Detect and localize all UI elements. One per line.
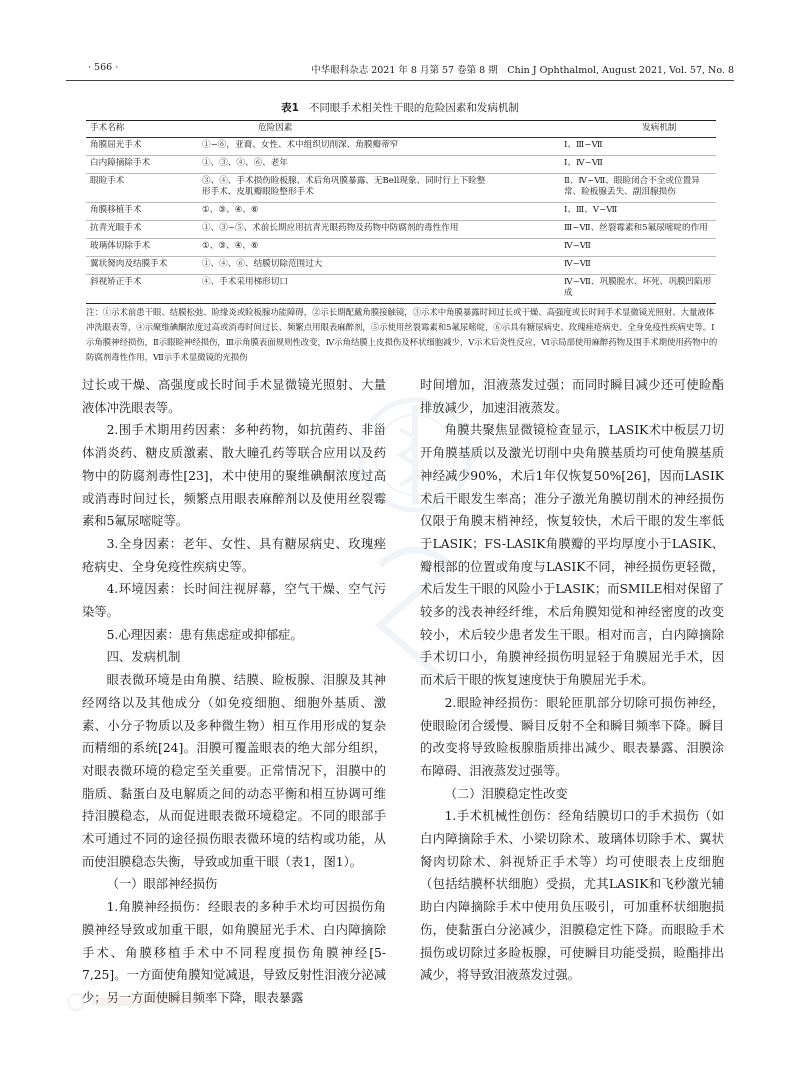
col-header-risk: 危险因素 [198,121,492,138]
table-note: 注：①示术前患干眼、结膜松弛、睑缘炎或睑板腺功能障碍，②示长期配戴角膜接触镜，③示术中角膜暴露时间过长或干燥、高强度或长时间手术显微镜光照射、大量液体冲洗眼表等，④示聚维碘酮浓度过高或消毒时间过长、频繁点用眼表麻醉剂，⑤示使用丝裂霉素和5氟尿嘧啶，⑥示具有糖尿病史、玫瑰痤疮病史、全身免疫性疾病史等。Ⅰ示角膜神经损伤，Ⅱ示眼睑神经损伤，Ⅲ示角膜表面规则性改变，Ⅳ示角结膜上皮损伤及杯状细胞减少，Ⅴ示术后炎性反应，Ⅵ示局部使用麻醉药物及围手术期使用药物中的防腐剂毒性作用，Ⅶ示手术显微镜的光损伤 [86,307,718,362]
body-paragraph: 时间增加，泪液蒸发过强；而同时瞬目减少还可使睑酯排放减少，加速泪液蒸发。 [420,378,724,415]
risk-table [86,120,716,304]
cell-risk: ①、④、⑥、结膜切除范围过大 [198,257,492,275]
cell-mechanism: Ⅰ、Ⅳ~Ⅶ [492,156,716,174]
cell-risk: ①、③~⑤、术前长期应用抗青光眼药物及药物中防腐剂的毒性作用 [198,221,492,239]
table-caption [0,100,800,115]
cell-surgery: 角膜移植手术 [86,203,198,221]
cell-mechanism: Ⅳ~Ⅶ [492,257,716,275]
cell-mechanism: Ⅱ、Ⅳ~Ⅶ、眼睑闭合不全或位置异常、睑板腺丢失、副泪腺损伤 [492,174,716,203]
header-rule [66,80,734,81]
cell-risk: ①~⑥，亚裔、女性、术中组织切削深、角膜瓣蒂窄 [198,138,492,156]
page-number: · 566 · [88,62,119,73]
cell-surgery: 玻璃体切除手术 [86,239,198,257]
body-paragraph: 1.手术机械性创伤：经角结膜切口的手术损伤（如白内障摘除手术、小梁切除术、玻璃体切除手术、翼状胬肉切除术、斜视矫正手术等）均可使眼表上皮细胞（包括结膜杯状细胞）受损，尤其LASIK和飞秒激光辅助白内障摘除手术中使用负压吸引，可加重杯状细胞损伤，使黏蛋白分泌减少，泪膜稳定性下降。而眼睑手术损伤或切除过多睑板腺，可使瞬目功能受损，睑酯排出减少，将导致泪液蒸发过强。 [420,809,724,983]
body-column-left [82,374,386,1010]
cell-surgery: 眼睑手术 [86,174,198,203]
body-paragraph: 过长或干燥、高强度或长时间手术显微镜光照射、大量液体冲洗眼表等。 [82,378,386,415]
body-paragraph: 4.环境因素：长时间注视屏幕，空气干燥、空气污染等。 [82,582,386,620]
body-column-right [420,374,724,987]
body-paragraph: 1.角膜神经损伤：经眼表的多种手术均可因损伤角膜神经导致或加重干眼，如角膜屈光手术、白内障摘除手术、角膜移植手术中不同程度损伤角膜神经[5-7,25]。一方面使角膜知觉减退，导致反射性泪液分泌减少；另一方面使瞬目频率下降，眼表暴露 [82,900,386,1005]
cell-surgery: 角膜屈光手术 [86,138,198,156]
table-row [86,174,716,203]
cell-mechanism: Ⅰ、Ⅲ~Ⅶ [492,138,716,156]
cell-surgery: 白内障摘除手术 [86,156,198,174]
body-paragraph: 3.全身因素：老年、女性、具有糖尿病史、玫瑰痤疮病史、全身免疫性疾病史等。 [82,536,386,574]
cell-surgery: 翼状胬肉及结膜手术 [86,257,198,275]
col-header-mechanism: 发病机制 [492,121,716,138]
table-header-row [86,121,716,138]
body-paragraph: 2.围手术期用药因素：多种药物，如抗菌药、非甾体消炎药、糖皮质激素、散大瞳孔药等联合应用以及药物中的防腐剂毒性[23]，术中使用的聚维碘酮浓度过高或消毒时间过长，频繁点用眼表麻醉剂以及使用丝裂霉素和5氟尿嘧啶等。 [82,423,386,529]
cell-surgery: 斜视矫正手术 [86,275,198,304]
cell-risk: ④、手术采用梯形切口 [198,275,492,304]
running-header [66,62,734,78]
body-paragraph: 眼表微环境是由角膜、结膜、睑板腺、泪腺及其神经网络以及其他成分（如免疫细胞、细胞外基质、激素、小分子物质以及多种微生物）相互作用形成的复杂而精细的系统[24]。泪膜可覆盖眼表的绝大部分组织，对眼表微环境的稳定至关重要。正常情况下，泪膜中的脂质、黏蛋白及电解质之间的动态平衡和相互协调可维持泪膜稳态，从而促进眼表微环境稳定。不同的眼部手术可通过不同的途径损伤眼表微环境的结构或功能，从而使泪膜稳态失衡，导致或加重干眼（表1，图1）。 [82,673,386,869]
table-row [86,221,716,239]
col-header-surgery: 手术名称 [86,121,198,138]
table-row [86,257,716,275]
body-paragraph: 2.眼睑神经损伤：眼轮匝肌部分切除可损伤神经，使眼睑闭合缓慢、瞬目反射不全和瞬目频率下降。瞬目的改变将导致睑板腺脂质排出减少、眼表暴露、泪膜涂布障碍、泪液蒸发过强等。 [420,695,724,778]
table-row [86,203,716,221]
cell-mechanism: Ⅰ、Ⅲ、Ⅴ~Ⅶ [492,203,716,221]
body-paragraph: （一）眼部神经损伤 [106,877,218,892]
journal-citation: 中华眼科杂志 2021 年 8 月第 57 卷第 8 期 Chin J Ophthalmol, August 2021, Vol. 57, No. 8 [311,65,734,76]
cell-risk: ①、③、④、⑥ [198,203,492,221]
cell-risk: ①、③、④、⑥ [198,239,492,257]
cell-mechanism: Ⅳ~Ⅶ、巩膜脱水、坏死、巩膜凹陷形成 [492,275,716,304]
body-paragraph: 5.心理因素：患有焦虑症或抑郁症。 [106,627,303,642]
table-row [86,156,716,174]
table-row [86,275,716,304]
cell-risk: ③、④、手术损伤睑板腺、术后角巩膜暴露、无Bell现象、同时行上下睑整形手术、皮肌瓣眼睑整形手术 [198,174,492,203]
table-title: 不同眼手术相关性干眼的危险因素和发病机制 [308,102,519,114]
body-paragraph: （二）泪膜稳定性改变 [444,786,568,801]
cell-mechanism: Ⅳ~Ⅶ [492,239,716,257]
cell-mechanism: Ⅲ~Ⅶ、丝裂霉素和5氟尿嘧啶的作用 [492,221,716,239]
body-paragraph: 角膜共聚焦显微镜检查显示，LASIK术中板层刀切开角膜基质以及激光切削中央角膜基质均可使角膜基质神经减少90%，术后1年仅恢复50%[26]，因而LASIK术后干眼发生率高；准分子激光角膜切削术的神经损伤仅限于角膜末梢神经，恢复较快，术后干眼的发生率低于LASIK；FS-LASIK角膜瓣的平均厚度小于LASIK、瓣根部的位置或角度与LASIK不同，神经损伤更轻微，术后发生干眼的风险小于LASIK；而SMILE相对保留了较多的浅表神经纤维，术后角膜知觉和神经密度的改变较小，术后较少患者发生干眼。相对而言，白内障摘除手术切口小，角膜神经损伤明显轻于角膜屈光手术，因而术后干眼的恢复速度快于角膜屈光手术。 [420,423,724,688]
table-body [86,138,716,304]
cell-surgery: 抗青光眼手术 [86,221,198,239]
table-label: 表1 [281,102,299,114]
table-row [86,138,716,156]
body-paragraph: 四、发病机制 [106,650,181,665]
table-row [86,239,716,257]
journal-logo-mark-icon [66,992,206,1012]
cell-risk: ①、③、④、⑥、老年 [198,156,492,174]
